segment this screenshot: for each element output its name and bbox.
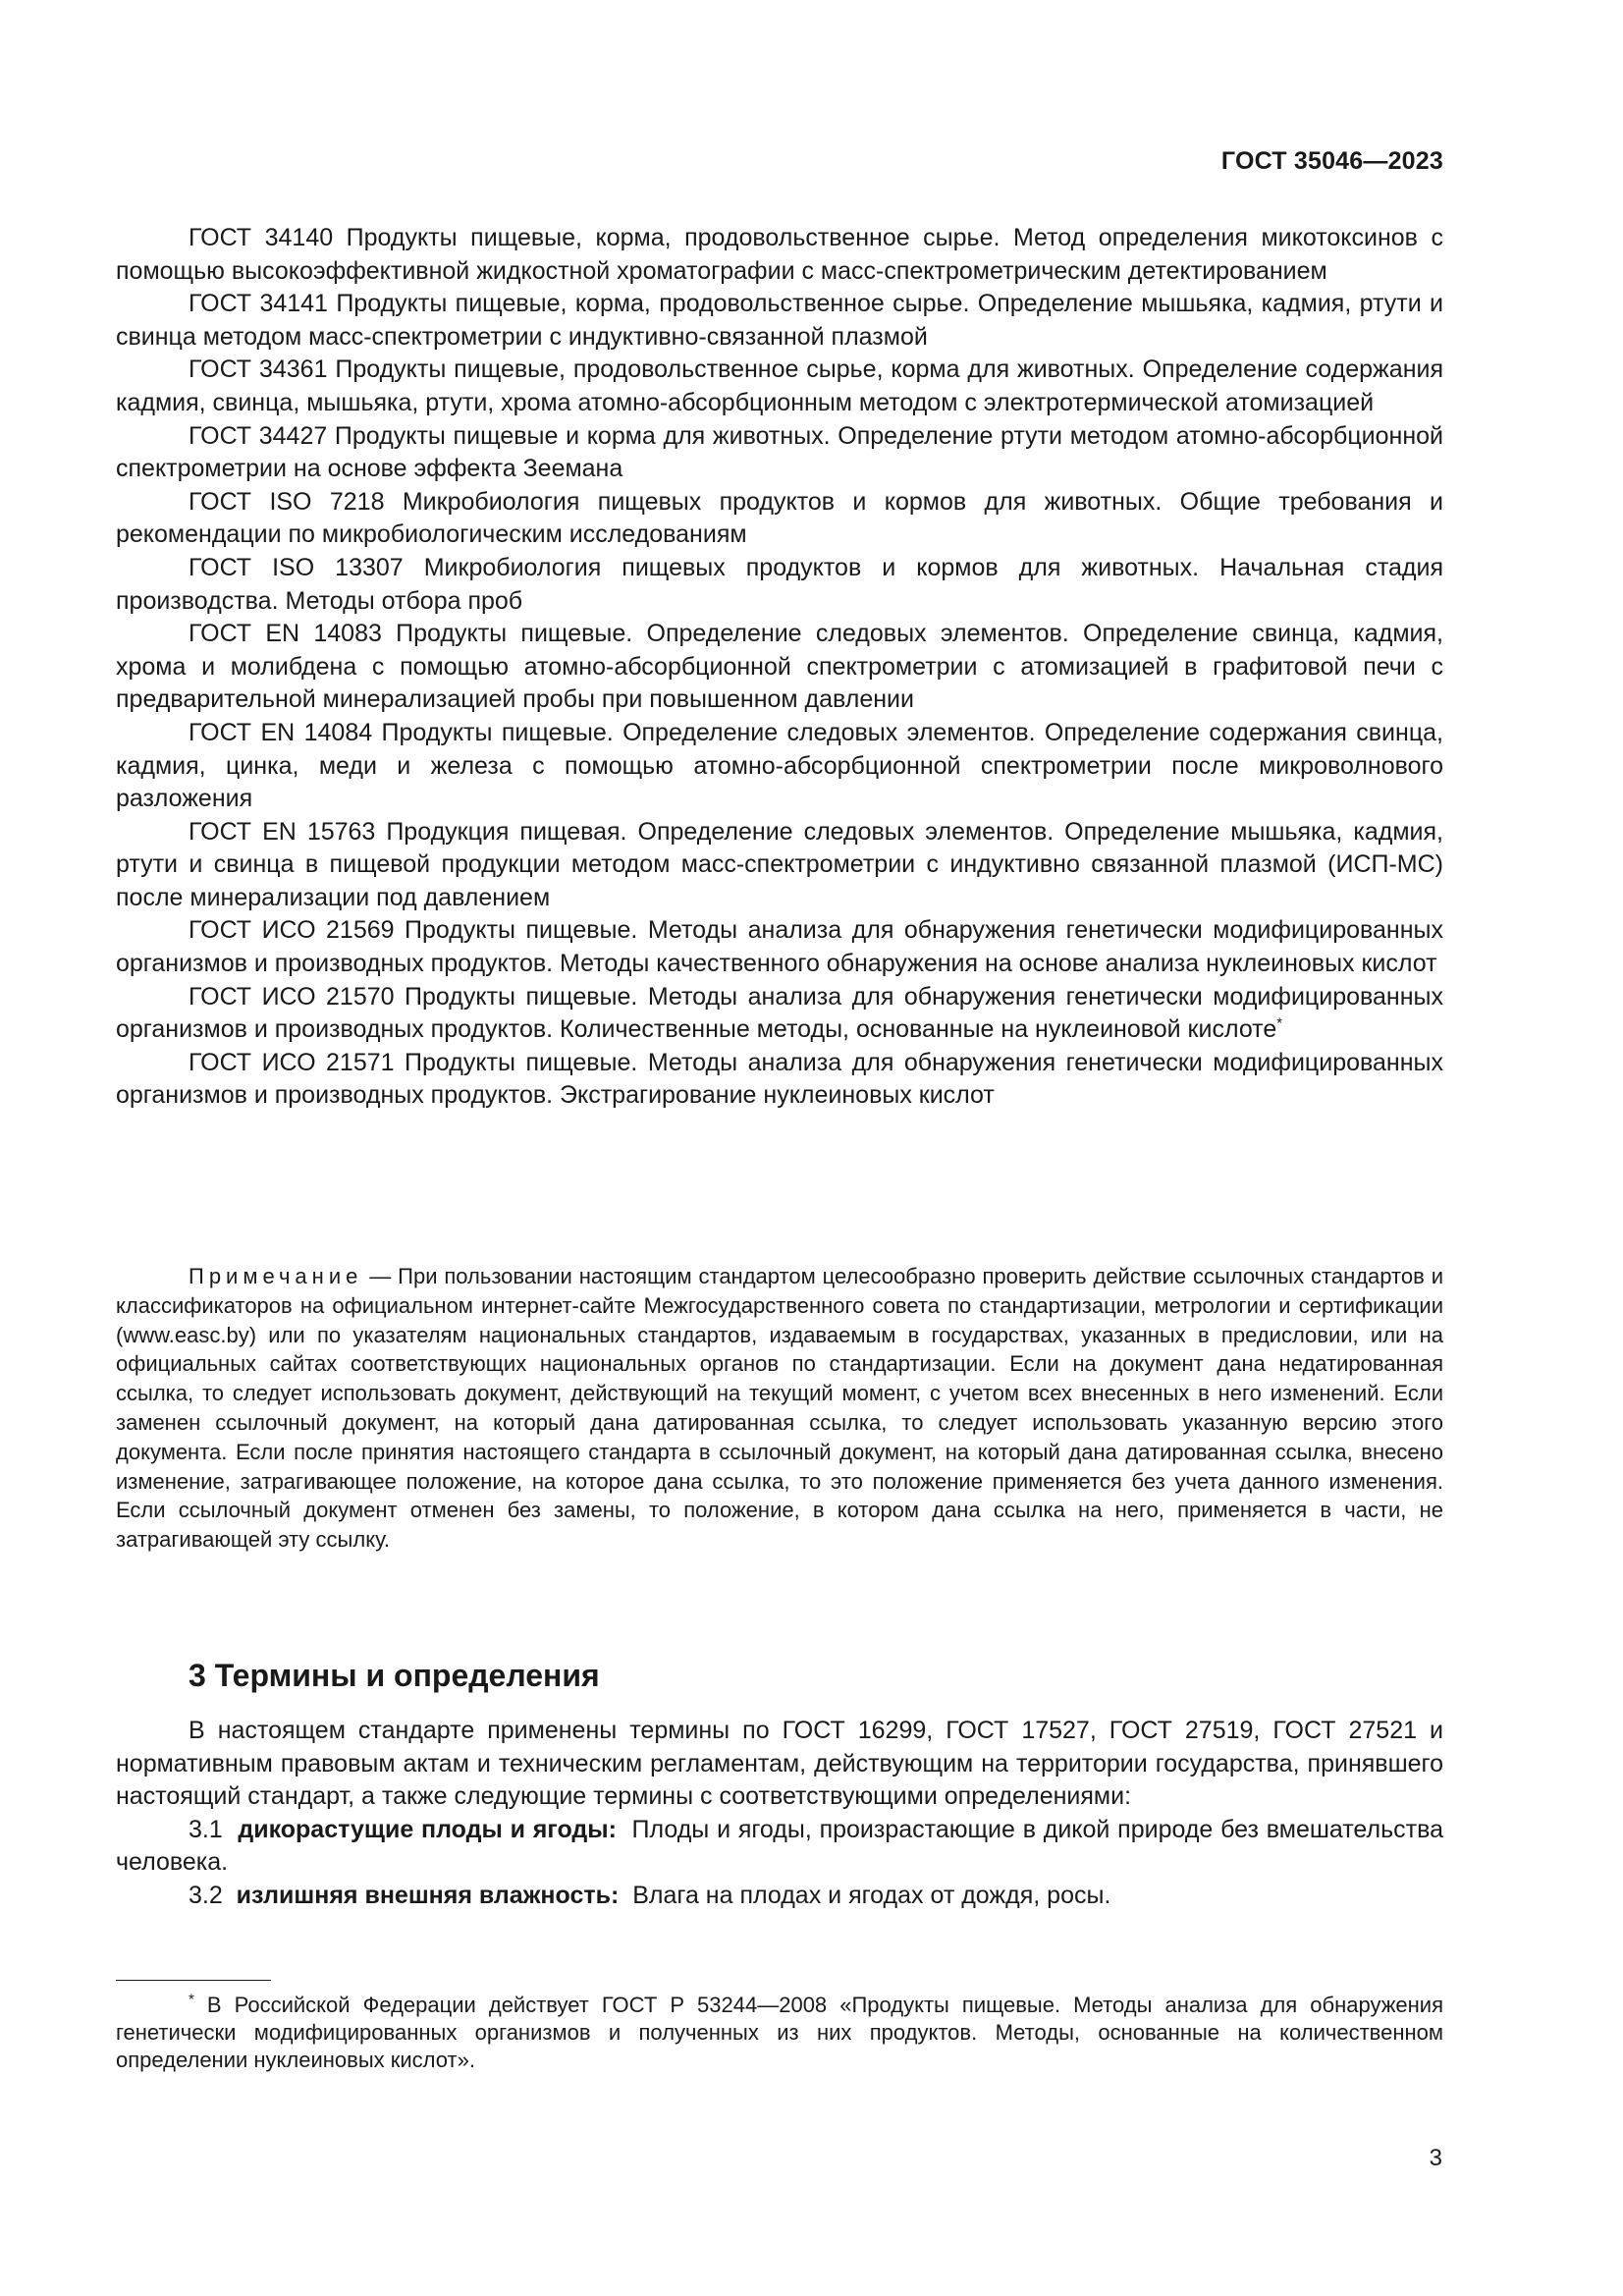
term-definition: Плоды и ягоды, произрастающие в дикой природе без вмешательства человека. (116, 1815, 1443, 1877)
reference-item (116, 552, 1443, 618)
term-entry (116, 1880, 1443, 1913)
reference-item (116, 420, 1443, 486)
footnote-marker: * (189, 1991, 194, 2008)
reference-text: ГОСТ ИСО 21570 Продукты пищевые. Методы анализа для обнаружения генетически модифицированных организмов и производных продуктов. Количественные методы, основанные на нуклеиновой кислоте (116, 982, 1443, 1044)
term-name: излишняя внешняя влажность: (236, 1881, 620, 1909)
reference-text: ГОСТ ISO 7218 Микробиология пищевых продуктов и кормов для животных. Общие требования и рекомендации по микробиологическим исследованиям (116, 487, 1443, 549)
page-number: 3 (1429, 2145, 1442, 2171)
reference-item (116, 914, 1443, 980)
term-name: дикорастущие плоды и ягоды: (238, 1815, 617, 1843)
terms-section (116, 1715, 1443, 1913)
note-label: Примечание (189, 1264, 363, 1288)
reference-item (116, 618, 1443, 717)
term-definition: Влага на плодах и ягодах от дождя, росы. (632, 1881, 1111, 1909)
reference-item (116, 717, 1443, 816)
reference-text: ГОСТ ИСО 21569 Продукты пищевые. Методы анализа для обнаружения генетически модифицированных организмов и производных продуктов. Методы качественного обнаружения на основе анализа нуклеиновых кислот (116, 916, 1443, 978)
reference-item (116, 222, 1443, 288)
footnote (116, 1992, 1443, 2074)
reference-text: ГОСТ ИСО 21571 Продукты пищевые. Методы анализа для обнаружения генетически модифицированных организмов и производных продуктов. Экстрагирование нуклеиновых кислот (116, 1048, 1443, 1110)
reference-item (116, 486, 1443, 552)
reference-item (116, 816, 1443, 915)
reference-text: ГОСТ EN 14083 Продукты пищевые. Определение следовых элементов. Определение свинца, кадмия, хрома и молибдена с помощью атомно-абсорбционной спектрометрии с атомизацией в графитовой печи с предварительной минерализацией пробы при повышенном давлении (116, 620, 1443, 714)
reference-item (116, 981, 1443, 1047)
document-code-header: ГОСТ 35046—2023 (1220, 147, 1443, 175)
term-entry (116, 1814, 1443, 1880)
reference-text: ГОСТ 34140 Продукты пищевые, корма, продовольственное сырье. Метод определения микотоксинов с помощью высокоэффективной жидкостной хроматографии с масс-спектрометрическим детектированием (116, 224, 1443, 285)
reference-text: ГОСТ EN 15763 Продукция пищевая. Определение следовых элементов. Определение мышьяка, кадмия, ртути и свинца в пищевой продукции методом масс-спектрометрии с индуктивно связанной плазмой (ИСП-МС) после минерализации под давлением (116, 817, 1443, 911)
reference-text: ГОСТ 34427 Продукты пищевые и корма для животных. Определение ртути методом атомно-абсорбционной спектрометрии на основе эффекта Зеемана (116, 421, 1443, 483)
note-paragraph (116, 1262, 1443, 1555)
reference-text: ГОСТ EN 14084 Продукты пищевые. Определение следовых элементов. Определение содержания свинца, кадмия, цинка, меди и железа с помощью атомно-абсорбционной спектрометрии после микроволнового разложения (116, 718, 1443, 813)
footnote-text: В Российской Федерации действует ГОСТ Р 53244—2008 «Продукты пищевые. Методы анализа для обнаружения генетически модифицированных организмов и полученных из них продуктов. Методы, основанные на количественном определении нуклеиновых кислот». (116, 1993, 1443, 2072)
footnote-separator (116, 1980, 271, 1981)
term-number: 3.2 (189, 1881, 223, 1909)
reference-item (116, 1047, 1443, 1113)
reference-text: ГОСТ 34361 Продукты пищевые, продовольственное сырье, корма для животных. Определение содержания кадмия, свинца, мышьяка, ртути, хрома атомно-абсорбционным методом с электротермической атомизацией (116, 355, 1443, 416)
section-heading: 3 Термины и определения (189, 1658, 600, 1693)
reference-item (116, 288, 1443, 354)
normative-references-list (116, 222, 1443, 1113)
reference-item (116, 354, 1443, 419)
note-text: — При пользовании настоящим стандартом целесообразно проверить действие ссылочных стандартов и классификаторов на официальном интернет-сайте Межгосударственного совета по стандартизации, метрологии и сертификации (www.easc.by) или по указателям национальных стандартов, издаваемым в государствах, указанных в предисловии, или на официальных сайтах соответствующих национальных органов по стандартизации. Если на документ дана недатированная ссылка, то следует использовать документ, действующий на текущий момент, с учетом всех внесенных в него изменений. Если заменен ссылочный документ, на который дана датированная ссылка, то следует использовать указанную версию этого документа. Если после принятия настоящего стандарта в ссылочный документ, на который дана датированная ссылка, внесено изменение, затрагивающее положение, на которое дана ссылка, то это положение применяется без учета данного изменения. Если ссылочный документ отменен без замены, то положение, в котором дана ссылка на него, применяется в части, не затрагивающей эту ссылку. (116, 1264, 1443, 1553)
reference-text: ГОСТ ISO 13307 Микробиология пищевых продуктов и кормов для животных. Начальная стадия производства. Методы отбора проб (116, 553, 1443, 615)
term-number: 3.1 (189, 1815, 223, 1843)
reference-text: ГОСТ 34141 Продукты пищевые, корма, продовольственное сырье. Определение мышьяка, кадмия, ртути и свинца методом масс-спектрометрии с индуктивно-связанной плазмой (116, 290, 1443, 351)
section-intro: В настоящем стандарте применены термины по ГОСТ 16299, ГОСТ 17527, ГОСТ 27519, ГОСТ 27521 и нормативным правовым актам и техническим регламентам, действующим на территории государства, принявшего настоящий стандарт, а также следующие термины с соответствующими определениями: (116, 1717, 1443, 1811)
footnote-marker: * (1276, 1014, 1283, 1032)
